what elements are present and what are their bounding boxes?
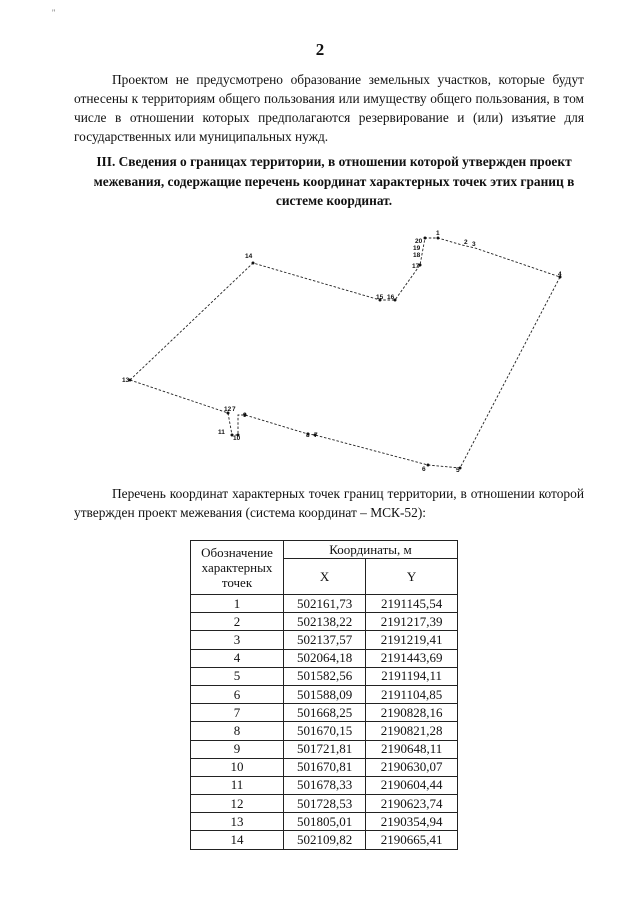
paragraph-no-public-plots: Проектом не предусмотрено образование земельных участков, которые будут отнесены к территориям общего пользования или имуществу общего пользования, в том числе в отношении которых предполагаются резервирование и (или) изъятие для государственных или муниципальных нужд. bbox=[74, 72, 584, 144]
label-point-9: 9 bbox=[243, 412, 247, 419]
label-point-10: 10 bbox=[233, 435, 241, 442]
coordinates-table bbox=[190, 540, 458, 850]
cell-x: 501721,81 bbox=[284, 740, 366, 758]
cell-id: 2 bbox=[191, 613, 284, 631]
point-14-marker bbox=[252, 262, 255, 265]
point-markers bbox=[129, 237, 562, 470]
cell-id: 11 bbox=[191, 776, 284, 794]
cell-y: 2190354,94 bbox=[366, 813, 458, 831]
cell-x: 502137,57 bbox=[284, 631, 366, 649]
label-point-19: 19 bbox=[413, 245, 421, 252]
corner-mark: '' bbox=[52, 8, 56, 18]
label-point-7: 7 bbox=[314, 432, 318, 439]
boundary-polygon bbox=[130, 238, 560, 468]
table-row bbox=[191, 613, 458, 631]
table-row bbox=[191, 758, 458, 776]
point-6-marker bbox=[427, 464, 430, 467]
table-row bbox=[191, 595, 458, 613]
cell-id: 3 bbox=[191, 631, 284, 649]
cell-x: 501728,53 bbox=[284, 795, 366, 813]
table-row bbox=[191, 722, 458, 740]
cell-id: 4 bbox=[191, 649, 284, 667]
cell-x: 501582,56 bbox=[284, 667, 366, 685]
column-header-y: Y bbox=[366, 559, 458, 595]
cell-x: 501670,15 bbox=[284, 722, 366, 740]
boundary-diagram bbox=[110, 225, 570, 475]
cell-y: 2191219,41 bbox=[366, 631, 458, 649]
cell-y: 2190821,28 bbox=[366, 722, 458, 740]
table-row bbox=[191, 704, 458, 722]
table-row bbox=[191, 776, 458, 794]
table-row bbox=[191, 740, 458, 758]
boundary-line bbox=[130, 238, 560, 468]
cell-id: 13 bbox=[191, 813, 284, 831]
table-row bbox=[191, 631, 458, 649]
label-point-17: 17 bbox=[412, 263, 420, 270]
label-point-16: 16 bbox=[387, 294, 395, 301]
label-point-3: 3 bbox=[472, 241, 476, 248]
cell-x: 502064,18 bbox=[284, 649, 366, 667]
cell-y: 2190630,07 bbox=[366, 758, 458, 776]
cell-y: 2191104,85 bbox=[366, 685, 458, 703]
column-header-coordinates: Координаты, м bbox=[284, 541, 458, 559]
coordinates-table-body bbox=[191, 595, 458, 850]
cell-id: 12 bbox=[191, 795, 284, 813]
point-labels bbox=[122, 230, 562, 474]
cell-id: 7 bbox=[191, 704, 284, 722]
cell-y: 2190648,11 bbox=[366, 740, 458, 758]
cell-y: 2190828,16 bbox=[366, 704, 458, 722]
cell-x: 501670,81 bbox=[284, 758, 366, 776]
label-point-5: 5 bbox=[456, 467, 460, 474]
cell-x: 501668,25 bbox=[284, 704, 366, 722]
cell-x: 501588,09 bbox=[284, 685, 366, 703]
label-point-8: 8 bbox=[306, 432, 310, 439]
label-point-7-upper: 7 bbox=[232, 406, 236, 413]
point-20-marker bbox=[424, 237, 427, 240]
table-row bbox=[191, 649, 458, 667]
table-row bbox=[191, 795, 458, 813]
cell-id: 5 bbox=[191, 667, 284, 685]
label-point-18: 18 bbox=[413, 252, 421, 259]
table-row bbox=[191, 831, 458, 849]
cell-x: 502161,73 bbox=[284, 595, 366, 613]
column-header-x: X bbox=[284, 559, 366, 595]
cell-y: 2191145,54 bbox=[366, 595, 458, 613]
cell-id: 1 bbox=[191, 595, 284, 613]
cell-id: 8 bbox=[191, 722, 284, 740]
cell-y: 2190604,44 bbox=[366, 776, 458, 794]
label-point-6: 6 bbox=[422, 466, 426, 473]
page-number: 2 bbox=[315, 40, 325, 59]
table-row bbox=[191, 813, 458, 831]
cell-y: 2191217,39 bbox=[366, 613, 458, 631]
cell-x: 502109,82 bbox=[284, 831, 366, 849]
cell-y: 2190665,41 bbox=[366, 831, 458, 849]
label-point-20: 20 bbox=[415, 238, 423, 245]
cell-x: 501678,33 bbox=[284, 776, 366, 794]
cell-id: 10 bbox=[191, 758, 284, 776]
label-point-1: 1 bbox=[436, 230, 440, 237]
cell-y: 2190623,74 bbox=[366, 795, 458, 813]
cell-x: 502138,22 bbox=[284, 613, 366, 631]
section-heading: III. Сведения о границах территории, в отношении которой утвержден проект межевания, содержащие перечень координат характерных точек этих границ в системе координат. bbox=[93, 154, 575, 208]
label-point-4: 4 bbox=[558, 271, 562, 278]
label-point-12: 12 bbox=[224, 406, 232, 413]
label-point-11: 11 bbox=[218, 429, 225, 436]
table-row bbox=[191, 685, 458, 703]
label-point-14: 14 bbox=[245, 253, 253, 260]
label-point-13: 13 bbox=[122, 377, 130, 384]
cell-id: 14 bbox=[191, 831, 284, 849]
cell-id: 6 bbox=[191, 685, 284, 703]
label-point-2: 2 bbox=[464, 239, 468, 246]
cell-y: 2191194,11 bbox=[366, 667, 458, 685]
label-point-15: 15 bbox=[376, 294, 384, 301]
cell-x: 501805,01 bbox=[284, 813, 366, 831]
cell-id: 9 bbox=[191, 740, 284, 758]
column-header-designation: Обозначение характерных точек bbox=[191, 541, 284, 595]
paragraph-coordinate-list-intro: Перечень координат характерных точек границ территории, в отношении которой утвержден проект межевания (система координат – МСК-52): bbox=[74, 486, 584, 520]
table-row bbox=[191, 667, 458, 685]
cell-y: 2191443,69 bbox=[366, 649, 458, 667]
